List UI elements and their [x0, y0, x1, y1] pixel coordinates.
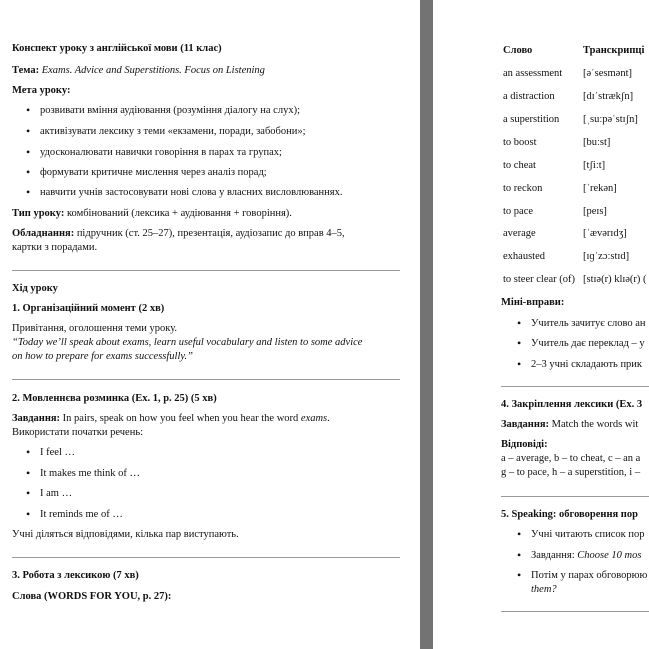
equipment-line: [12, 227, 345, 241]
topic-value: Exams. Advice and Superstitions. Focus on Listening: [41, 65, 265, 76]
task-text: Match the words wit: [551, 419, 639, 430]
goals-heading: Мета уроку:: [12, 85, 71, 96]
answers-line: g – to pace, h – a superstition, i –: [501, 467, 641, 478]
section-3-heading: 3. Робота з лексикою (7 хв): [12, 570, 139, 581]
divider: [12, 557, 400, 558]
vocab-transcription: [buːst]: [583, 137, 611, 148]
topic-label: Тема:: [12, 65, 40, 76]
section-5-heading: 5. Speaking: обговорення пор: [501, 509, 638, 520]
section-2-after: Учні діляться відповідями, кілька пар виступають.: [12, 529, 239, 540]
vocab-transcription: [dɪˈstrækʃn]: [583, 91, 634, 102]
section-2-task-cont: Використати початки речень:: [12, 427, 144, 438]
course-heading: Хід уроку: [12, 283, 58, 294]
divider: [501, 386, 649, 387]
starter-item: • It makes me think of …: [40, 467, 140, 481]
mini-exercise-item: • Учитель дає переклад – у: [531, 337, 645, 351]
section-1-text: Привітання, оголошення теми уроку.: [12, 323, 178, 334]
divider: [501, 496, 649, 497]
task-label: Завдання:: [531, 550, 575, 561]
vocab-word: to pace: [503, 206, 534, 217]
vocab-word: an assessment: [503, 68, 563, 79]
goal-item: • розвивати вміння аудіювання (розуміння діалогу на слух);: [40, 104, 300, 118]
divider: [12, 270, 400, 271]
section-4-task: [501, 418, 638, 432]
divider: [12, 379, 400, 380]
goal-item: • активізувати лексику з теми «екзамени, поради, забобони»;: [40, 125, 306, 139]
divider: [501, 611, 649, 612]
goal-item: • формувати критичне мислення через аналіз порад;: [40, 166, 267, 180]
starter-item: • I feel …: [40, 446, 75, 460]
section-4-heading: 4. Закріплення лексики (Ex. 3: [501, 399, 643, 410]
task-text: In pairs, speak on how you feel when you hear the word: [62, 413, 299, 424]
section-2-heading: 2. Мовленнєва розминка (Ex. 1, p. 25) (5 хв): [12, 393, 217, 404]
goal-item: • удосконалювати навички говоріння в парах та групах;: [40, 146, 282, 160]
task-text: Choose 10 mos: [577, 550, 642, 561]
equipment-value: підручник (ст. 25–27), презентація, аудіозапис до вправ 4–5,: [76, 228, 345, 239]
mini-exercises-heading: Міні-вправи:: [501, 297, 565, 308]
section-5-item-cont: them?: [531, 584, 557, 595]
lesson-type-label: Тип уроку:: [12, 208, 65, 219]
topic-line: [12, 64, 265, 78]
vocab-transcription: [ɪɡˈzɔːstɪd]: [583, 251, 630, 262]
vocab-word: a superstition: [503, 114, 560, 125]
vocab-transcription: [əˈsesmənt]: [583, 68, 632, 79]
mini-exercise-item: • Учитель зачитує слово ан: [531, 317, 646, 331]
lesson-type-line: [12, 207, 292, 221]
section-5-item: • Учні читають список пор: [531, 528, 645, 542]
vocab-transcription: [ˈrekən]: [583, 183, 617, 194]
section-5-item: • Потім у парах обговорюю: [531, 569, 647, 583]
lesson-type-value: комбінований (лексика + аудіювання + говоріння).: [66, 208, 292, 219]
goal-item: • навчити учнів застосовувати нові слова у власних висловлюваннях.: [40, 186, 343, 200]
answers-label: Відповіді:: [501, 439, 548, 450]
vocab-transcription: [peɪs]: [583, 206, 607, 217]
starter-item: • It reminds me of …: [40, 508, 123, 522]
vocab-word: to reckon: [503, 183, 543, 194]
task-end: .: [327, 413, 330, 424]
table-header-transcription: Транскрипці: [583, 45, 645, 56]
task-label: Завдання:: [12, 413, 61, 424]
words-heading: Слова (WORDS FOR YOU, p. 27):: [12, 591, 172, 602]
vocab-word: exhausted: [503, 251, 545, 262]
answers-line: a – average, b – to cheat, c – an a: [501, 453, 641, 464]
vocab-word: to cheat: [503, 160, 536, 171]
vocab-transcription: [stɪə(r) klɪə(r) (: [583, 274, 647, 285]
vocab-word: average: [503, 228, 536, 239]
vocab-transcription: [tʃiːt]: [583, 160, 606, 171]
table-header-word: Слово: [503, 45, 533, 56]
vocab-transcription: [ˈævərɪdʒ]: [583, 228, 627, 239]
section-2-task: [12, 412, 330, 426]
section-1-quote-cont: on how to prepare for exams successfully.”: [12, 351, 193, 362]
section-1-quote: “Today we’ll speak about exams, learn useful vocabulary and listen to some advice: [12, 337, 363, 348]
task-label: Завдання:: [501, 419, 550, 430]
equipment-label: Обладнання:: [12, 228, 75, 239]
document-page-right: [433, 0, 649, 649]
vocab-word: a distraction: [503, 91, 555, 102]
equipment-value-cont: картки з порадами.: [12, 242, 98, 253]
page-gap: [420, 0, 433, 649]
mini-exercise-item: • 2–3 учні складають прик: [531, 358, 642, 372]
starter-item: • I am …: [40, 487, 72, 501]
section-1-heading: 1. Організаційний момент (2 хв): [12, 303, 165, 314]
lesson-title: Конспект уроку з англійської мови (11 клас): [12, 43, 222, 54]
section-5-item: [531, 549, 641, 563]
vocab-transcription: [ˌsuːpəˈstɪʃn]: [583, 114, 638, 125]
vocab-word: to steer clear (of): [503, 274, 575, 285]
task-word: exams: [300, 413, 328, 424]
vocab-word: to boost: [503, 137, 537, 148]
